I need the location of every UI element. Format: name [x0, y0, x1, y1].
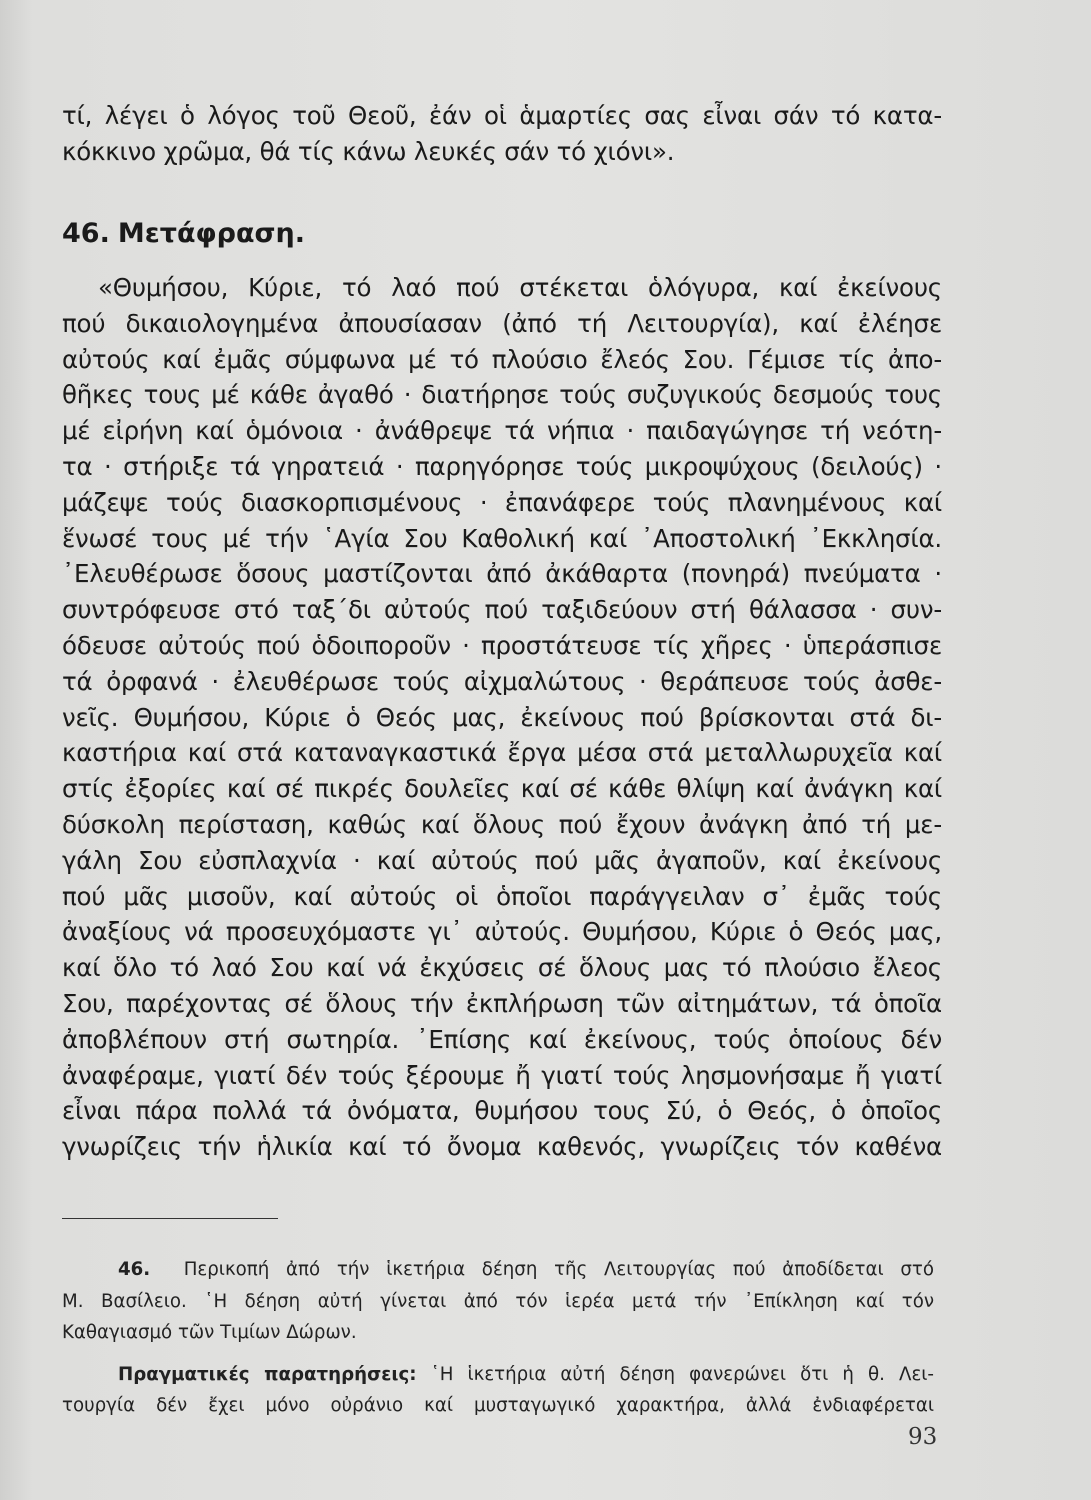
footnotes — [62, 1254, 934, 1422]
text-line: εἶναι πάρα πολλά τά ὀνόματα, θυμήσου τους Σύ, ὁ Θεός, ὁ ὁποῖος — [62, 1096, 942, 1126]
footnote-number: 46. — [118, 1259, 151, 1280]
text-line: πού μᾶς μισοῦν, καί αὐτούς οἱ ὁποῖοι παράγγειλαν σ᾿ ἐμᾶς τούς — [62, 881, 942, 911]
page-number: 93 — [908, 1424, 938, 1450]
text-line: ἕνωσέ τους μέ τήν ῾Αγία Σου Καθολική καί ᾿Αποστολική ᾿Εκκλησία. — [62, 523, 942, 553]
text-line: μέ εἰρήνη καί ὁμόνοια · ἀνάθρεψε τά νήπια · παιδαγώγησε τή νεότη- — [62, 416, 942, 446]
text-line: καστήρια καί στά καταναγκαστικά ἔργα μέσα στά μεταλλωρυχεῖα καί — [62, 738, 942, 768]
footnote-text: Περικοπή ἀπό τήν ἱκετήρια δέηση τῆς Λειτουργίας πού ἀποδίδεται στό — [183, 1259, 934, 1280]
text-line: θῆκες τους μέ κάθε ἀγαθό · διατήρησε τούς συζυγικούς δεσμούς τους — [62, 380, 942, 410]
section-number: 46. — [62, 218, 110, 249]
text-line: «Θυμήσου, Κύριε, τό λαό πού στέκεται ὁλόγυρα, καί ἐκείνους — [98, 273, 942, 302]
text-line: στίς ἐξορίες καί σέ πικρές δουλεῖες καί σέ κάθε θλίψη καί ἀνάγκη καί — [62, 774, 942, 804]
text-line: τί, λέγει ὁ λόγος τοῦ Θεοῦ, ἐάν οἱ ἁμαρτίες σας εἶναι σάν τό κατα- — [62, 101, 942, 130]
remarks-label: Πραγματικές παρατηρήσεις: — [118, 1363, 417, 1385]
text-line: τά ὀρφανά · ἐλευθέρωσε τούς αἰχμαλώτους · θεράπευσε τούς ἀσθε- — [62, 666, 942, 696]
text-line: καί ὅλο τό λαό Σου καί νά ἐκχύσεις σέ ὅλους μας τό πλούσιο ἔλεος — [62, 953, 942, 983]
text-line: μάζεψε τούς διασκορπισμένους · ἐπανάφερε τούς πλανημένους καί — [62, 487, 942, 517]
translation-body — [62, 270, 942, 1165]
text-line: Σου, παρέχοντας σέ ὅλους τήν ἐκπλήρωση τῶν αἰτημάτων, τά ὁποῖα — [62, 988, 942, 1018]
text-line: δύσκολη περίσταση, καθώς καί ὅλους πού ἔχουν ἀνάγκη ἀπό τή με- — [62, 809, 942, 839]
text-line: συντρόφευσε στό ταξ´δι αὐτούς πού ταξιδεύουν στή θάλασσα · συν- — [62, 595, 942, 625]
remarks-line: τουργία δέν ἔχει μόνο οὐράνιο καί μυσταγωγικό χαρακτήρα, ἀλλά ἐνδιαφέρεται — [62, 1395, 934, 1416]
footnote-divider — [62, 1218, 278, 1219]
text-line: ἀναφέραμε, γιατί δέν τούς ξέρουμε ἤ γιατί τούς λησμονήσαμε ἤ γιατί — [62, 1060, 942, 1090]
text-line: ἀποβλέπουν στή σωτηρία. ᾿Επίσης καί ἐκείνους, τούς ὁποίους δέν — [62, 1024, 942, 1054]
section-title: Μετάφραση. — [117, 218, 306, 249]
text-line: τα · στήριξε τά γηρατειά · παρηγόρησε τούς μικροψύχους (δειλούς) · — [62, 451, 942, 481]
footnote-line: Καθαγιασμό τῶν Τιμίων Δώρων. — [62, 1322, 357, 1343]
text-line: ᾿Ελευθέρωσε ὅσους μαστίζονται ἀπό ἀκάθαρτα (πονηρά) πνεύματα · — [62, 559, 942, 589]
section-heading — [62, 218, 305, 249]
text-line: πού δικαιολογημένα ἀπουσίασαν (ἀπό τή Λειτουργία), καί ἐλέησε — [62, 308, 942, 338]
footnote-line — [62, 1254, 934, 1286]
footnote-line: Μ. Βασίλειο. ῾Η δέηση αὐτή γίνεται ἀπό τόν ἱερέα μετά τήν ᾿Επίκληση καί τόν — [62, 1290, 934, 1312]
text-line: γάλη Σου εὐσπλαχνία · καί αὐτούς πού μᾶς ἀγαποῦν, καί ἐκείνους — [62, 845, 942, 875]
continuation-text — [62, 98, 942, 170]
text-line: γνωρίζεις τήν ἡλικία καί τό ὄνομα καθενός, γνωρίζεις τόν καθένα — [62, 1132, 942, 1162]
text-line: κόκκινο χρῶμα, θά τίς κάνω λευκές σάν τό χιόνι». — [62, 136, 675, 166]
remarks-line — [62, 1359, 934, 1391]
text-line: αὐτούς καί ἐμᾶς σύμφωνα μέ τό πλούσιο ἔλεός Σου. Γέμισε τίς ἀπο- — [62, 344, 942, 374]
text-line: ἀναξίους νά προσευχόμαστε γι᾿ αὐτούς. Θυμήσου, Κύριε ὁ Θεός μας, — [62, 917, 942, 947]
text-line: όδευσε αὐτούς πού ὁδοιποροῦν · προστάτευσε τίς χῆρες · ὑπεράσπισε — [62, 630, 942, 660]
remarks-text: ῾Η ἱκετήρια αὐτή δέηση φανερώνει ὅτι ἡ θ. Λει- — [430, 1363, 934, 1385]
text-line: νεῖς. Θυμήσου, Κύριε ὁ Θεός μας, ἐκείνους πού βρίσκονται στά δι- — [62, 702, 942, 732]
